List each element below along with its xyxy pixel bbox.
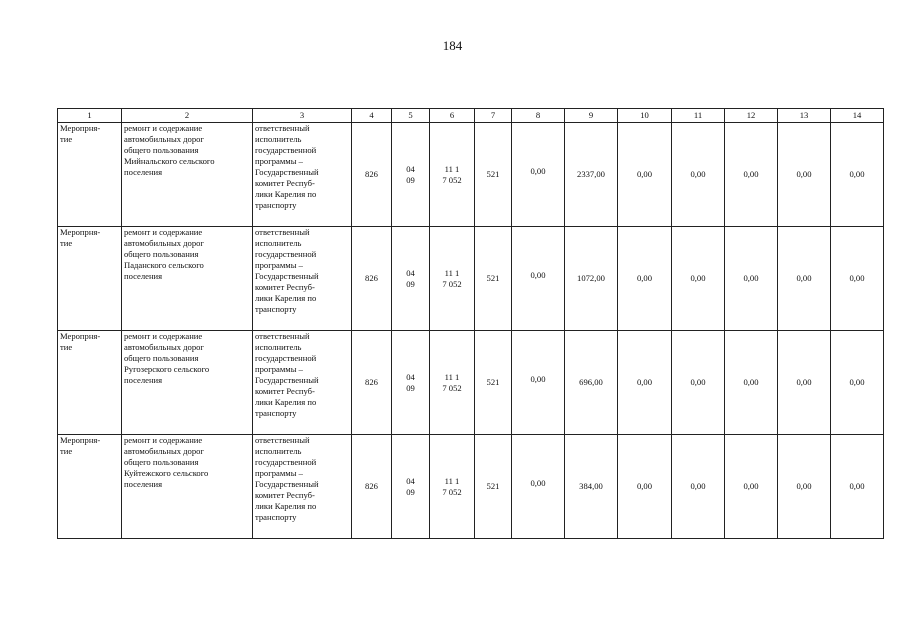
row-col8-cell: 0,00 [512, 123, 565, 227]
row-executor-cell: ответственный исполнитель государственной программы – Государственный комитет Респуб- лики Карелия по транспорту [253, 227, 352, 331]
row-type-cell: Меропрня- тие [58, 227, 122, 331]
column-header: 4 [352, 109, 392, 123]
column-header: 12 [725, 109, 778, 123]
row-col9-cell: 1072,00 [565, 227, 618, 331]
row-col13-cell: 0,00 [778, 227, 831, 331]
column-header: 9 [565, 109, 618, 123]
row-col5-cell: 04 09 [392, 331, 430, 435]
row-col12-cell: 0,00 [725, 331, 778, 435]
row-col10-cell: 0,00 [618, 123, 672, 227]
table-row [58, 331, 884, 435]
table-row [58, 123, 884, 227]
row-col14-cell: 0,00 [831, 435, 884, 539]
row-col10-cell: 0,00 [618, 331, 672, 435]
budget-table [57, 108, 884, 539]
column-header: 6 [430, 109, 475, 123]
row-col4-cell: 826 [352, 331, 392, 435]
column-header: 2 [122, 109, 253, 123]
row-col7-cell: 521 [475, 227, 512, 331]
row-col11-cell: 0,00 [672, 331, 725, 435]
row-col11-cell: 0,00 [672, 227, 725, 331]
column-header: 8 [512, 109, 565, 123]
column-header: 7 [475, 109, 512, 123]
row-col4-cell: 826 [352, 227, 392, 331]
column-header: 1 [58, 109, 122, 123]
column-header: 11 [672, 109, 725, 123]
row-col8-cell: 0,00 [512, 227, 565, 331]
column-header: 13 [778, 109, 831, 123]
row-col5-cell: 04 09 [392, 227, 430, 331]
row-type-cell: Меропрня- тие [58, 435, 122, 539]
row-col12-cell: 0,00 [725, 123, 778, 227]
row-col6-cell: 11 1 7 052 [430, 227, 475, 331]
row-col4-cell: 826 [352, 435, 392, 539]
row-col14-cell: 0,00 [831, 331, 884, 435]
row-col12-cell: 0,00 [725, 227, 778, 331]
row-col11-cell: 0,00 [672, 435, 725, 539]
row-col11-cell: 0,00 [672, 123, 725, 227]
table-header-row [58, 109, 884, 123]
row-col9-cell: 384,00 [565, 435, 618, 539]
row-description-cell: ремонт и содержание автомобильных дорог общего пользования Мийнальского сельского поселения [122, 123, 253, 227]
row-col13-cell: 0,00 [778, 435, 831, 539]
row-description-cell: ремонт и содержание автомобильных дорог общего пользования Паданского сельского поселения [122, 227, 253, 331]
row-col10-cell: 0,00 [618, 227, 672, 331]
row-col13-cell: 0,00 [778, 331, 831, 435]
row-col6-cell: 11 1 7 052 [430, 331, 475, 435]
row-col7-cell: 521 [475, 123, 512, 227]
row-col14-cell: 0,00 [831, 123, 884, 227]
row-col8-cell: 0,00 [512, 435, 565, 539]
row-col9-cell: 696,00 [565, 331, 618, 435]
row-col4-cell: 826 [352, 123, 392, 227]
row-col14-cell: 0,00 [831, 227, 884, 331]
row-col5-cell: 04 09 [392, 435, 430, 539]
row-col10-cell: 0,00 [618, 435, 672, 539]
row-type-cell: Меропрня- тие [58, 123, 122, 227]
row-executor-cell: ответственный исполнитель государственной программы – Государственный комитет Респуб- лики Карелия по транспорту [253, 331, 352, 435]
row-col7-cell: 521 [475, 435, 512, 539]
row-description-cell: ремонт и содержание автомобильных дорог общего пользования Ругозерского сельского поселения [122, 331, 253, 435]
row-executor-cell: ответственный исполнитель государственной программы – Государственный комитет Респуб- лики Карелия по транспорту [253, 123, 352, 227]
row-col6-cell: 11 1 7 052 [430, 435, 475, 539]
row-col13-cell: 0,00 [778, 123, 831, 227]
page-number: 184 [442, 38, 463, 53]
column-header: 3 [253, 109, 352, 123]
column-header: 5 [392, 109, 430, 123]
column-header: 10 [618, 109, 672, 123]
row-col7-cell: 521 [475, 331, 512, 435]
row-type-cell: Меропрня- тие [58, 331, 122, 435]
table-row [58, 227, 884, 331]
row-col9-cell: 2337,00 [565, 123, 618, 227]
column-header: 14 [831, 109, 884, 123]
row-col12-cell: 0,00 [725, 435, 778, 539]
row-description-cell: ремонт и содержание автомобильных дорог общего пользования Куйтежского сельского поселения [122, 435, 253, 539]
row-col6-cell: 11 1 7 052 [430, 123, 475, 227]
table-row [58, 435, 884, 539]
row-col8-cell: 0,00 [512, 331, 565, 435]
row-executor-cell: ответственный исполнитель государственной программы – Государственный комитет Респуб- лики Карелия по транспорту [253, 435, 352, 539]
row-col5-cell: 04 09 [392, 123, 430, 227]
